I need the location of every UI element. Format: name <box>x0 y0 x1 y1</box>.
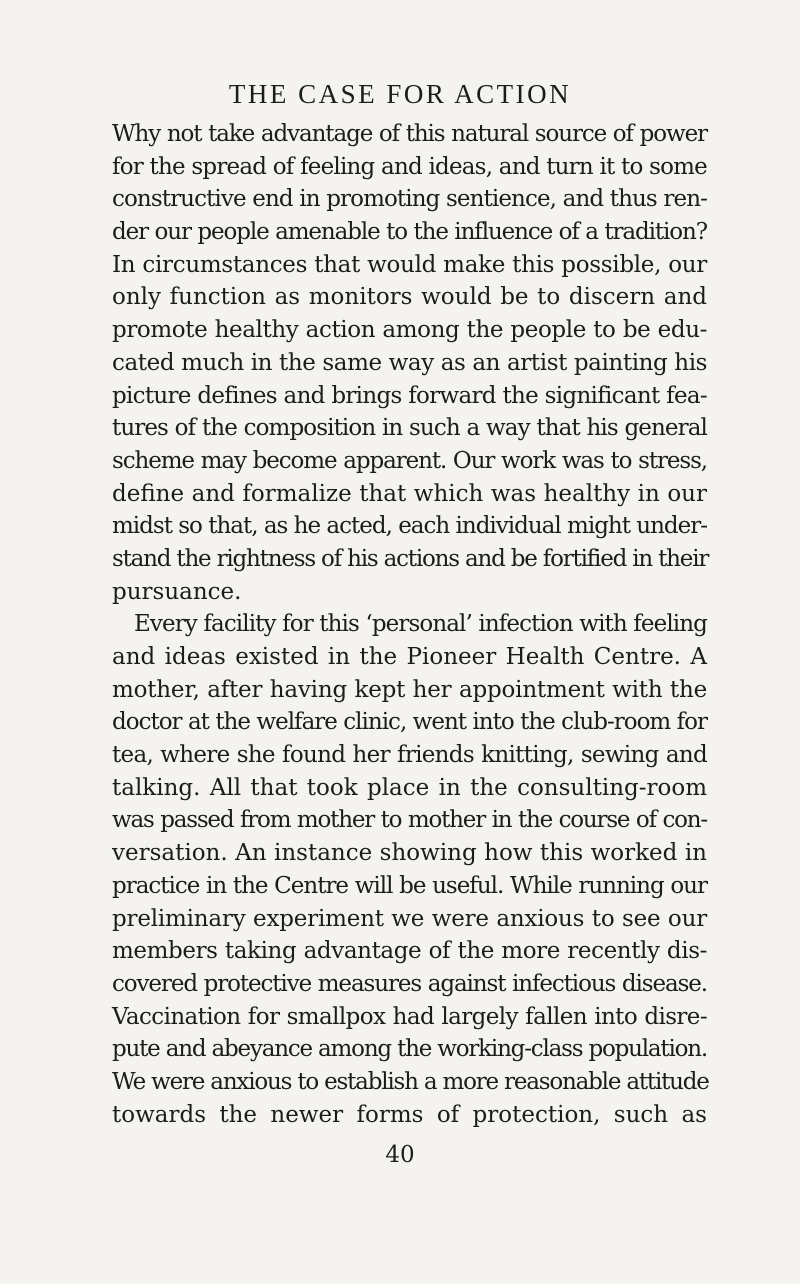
body-line: towards the newer forms of protection, such as <box>112 1101 707 1128</box>
body-line: for the spread of feeling and ideas, and turn it to some <box>112 153 707 180</box>
body-line: Why not take advantage of this natural source of power <box>112 121 707 147</box>
body-line: der our people amenable to the influence of a tradition? <box>112 219 707 246</box>
body-line: Every facility for this ‘personal’ infection with feeling <box>134 611 707 638</box>
body-line: We were anxious to establish a more reasonable attitude <box>112 1068 709 1095</box>
body-line: pursuance. <box>112 578 242 605</box>
body-line: constructive end in promoting sentience, and thus ren- <box>112 186 707 213</box>
body-line: tures of the composition in such a way that his general <box>112 415 707 442</box>
page-body <box>112 118 707 1131</box>
body-line: In circumstances that would make this possible, our <box>112 251 707 278</box>
body-line: define and formalize that which was healthy in our <box>112 480 707 507</box>
body-line: only function as monitors would be to discern and <box>112 284 707 311</box>
body-line: covered protective measures against infectious disease. <box>112 970 707 997</box>
body-line: promote healthy action among the people to be edu- <box>112 317 707 344</box>
body-line: pute and abeyance among the working-class population. <box>112 1036 707 1063</box>
body-line: doctor at the welfare clinic, went into the club-room for <box>112 709 707 736</box>
body-line: Vaccination for smallpox had largely fallen into disre- <box>112 1003 707 1030</box>
body-line: was passed from mother to mother in the course of con- <box>112 807 707 834</box>
body-line: practice in the Centre will be useful. While running our <box>112 872 707 899</box>
body-line: members taking advantage of the more recently dis- <box>112 938 707 965</box>
body-line: scheme may become apparent. Our work was to stress, <box>112 447 707 474</box>
body-line: mother, after having kept her appointment with the <box>112 676 707 703</box>
page-number: 40 <box>385 1142 415 1168</box>
body-line: cated much in the same way as an artist painting his <box>112 349 708 376</box>
body-line: midst so that, as he acted, each individual might under- <box>112 513 708 540</box>
body-line: versation. An instance showing how this worked in <box>112 840 707 867</box>
running-head: THE CASE FOR ACTION <box>228 79 572 109</box>
body-line: preliminary experiment we were anxious to see our <box>112 905 707 932</box>
body-line: and ideas existed in the Pioneer Health Centre. A <box>112 644 707 670</box>
body-line: stand the rightness of his actions and be fortified in their <box>112 545 709 572</box>
body-line: picture defines and brings forward the significant fea- <box>112 382 707 409</box>
body-line: tea, where she found her friends knitting, sewing and <box>112 742 707 769</box>
body-line: talking. All that took place in the consulting-room <box>112 774 707 801</box>
